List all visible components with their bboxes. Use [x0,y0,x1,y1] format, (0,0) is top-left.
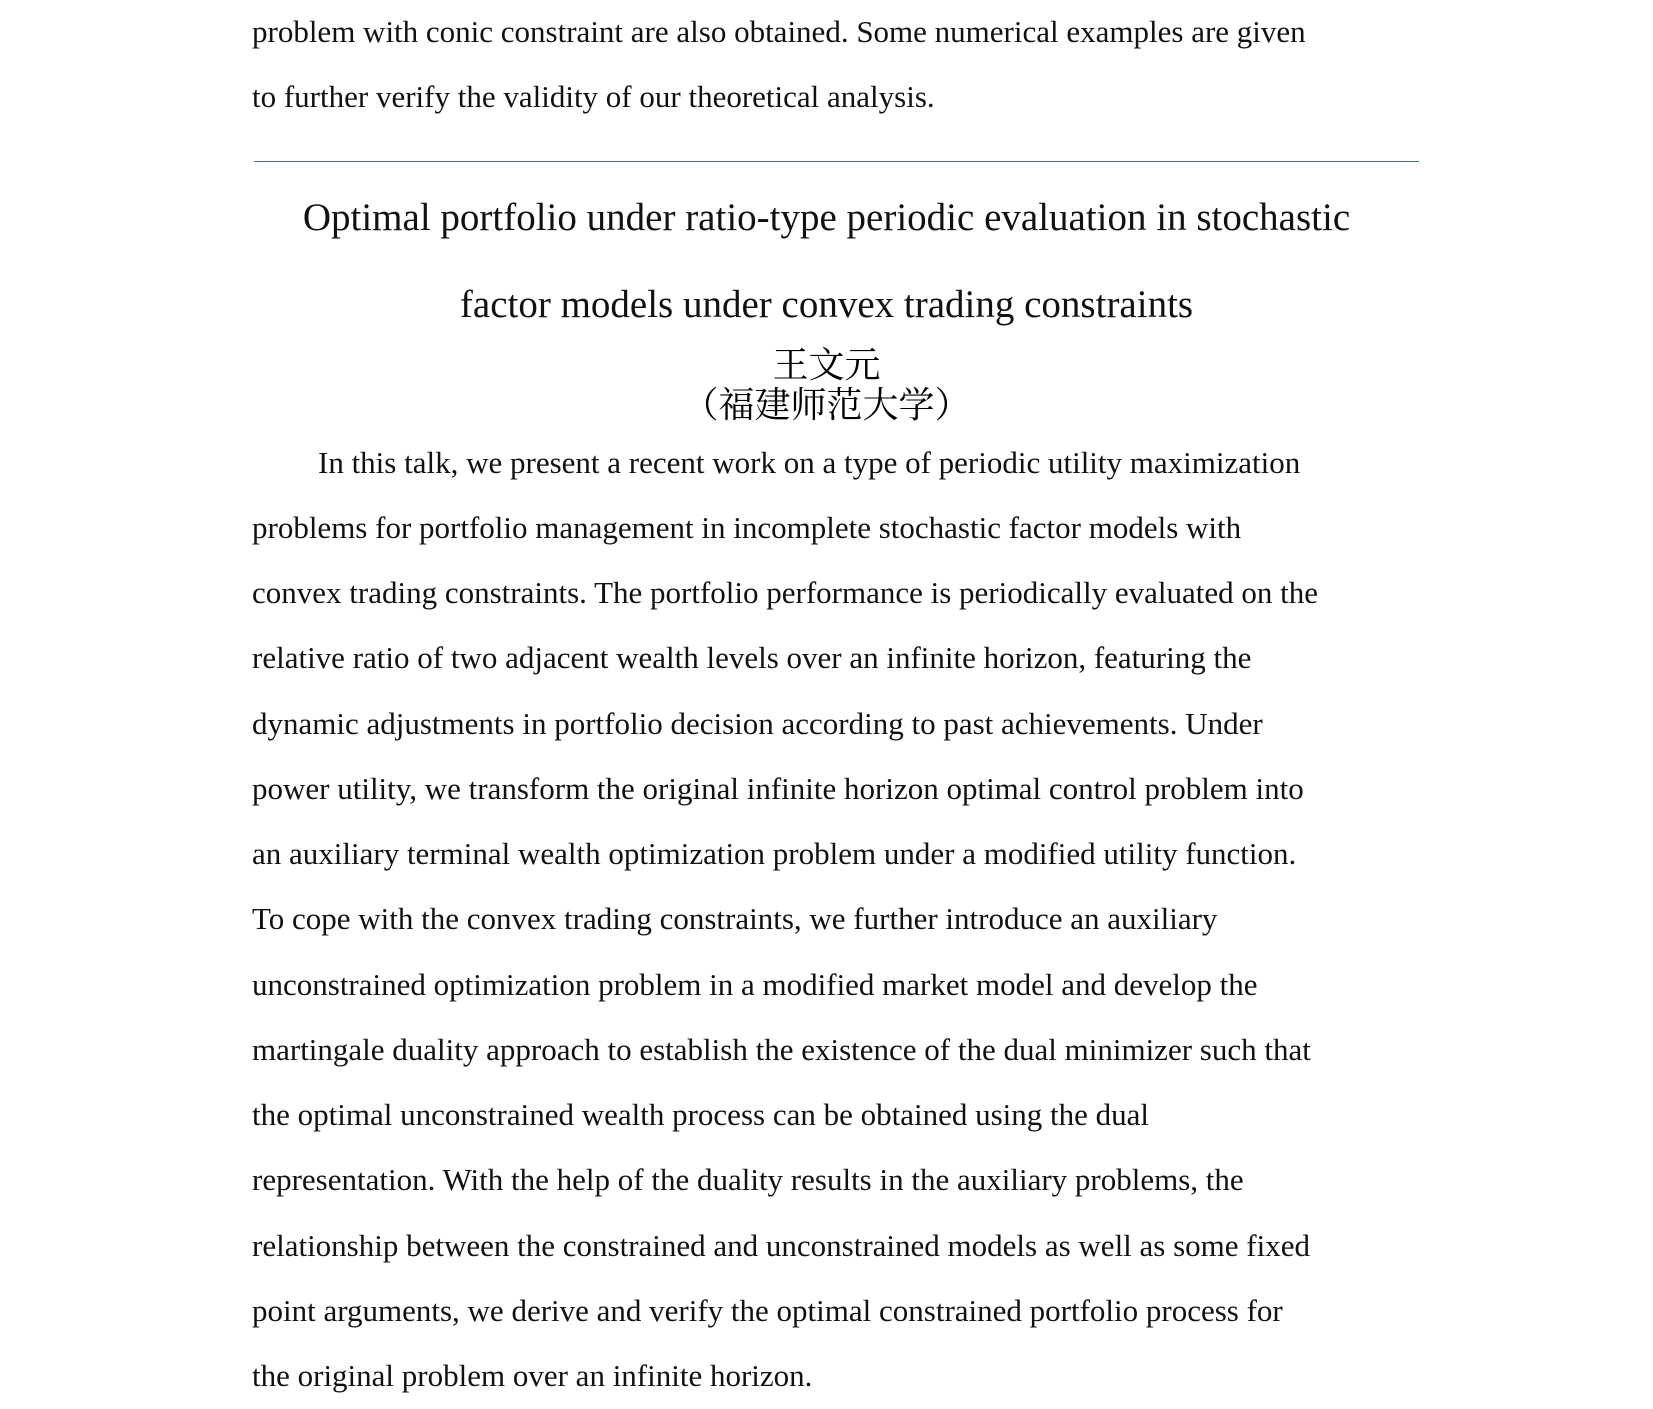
abstract-line: unconstrained optimization problem in a modified market model and develop the [252,967,1258,1002]
speaker-name: 王文元 [772,345,881,386]
abstract-line: an auxiliary terminal wealth optimization problem under a modified utility function. [252,836,1297,871]
abstract-line: martingale duality approach to establish the existence of the dual minimizer such that [252,1032,1311,1067]
abstract-line: To cope with the convex trading constraints, we further introduce an auxiliary [252,901,1218,936]
abstract-line: the original problem over an infinite horizon. [252,1358,813,1393]
abstract-line: power utility, we transform the original infinite horizon optimal control problem into [252,771,1304,806]
abstract-line: relative ratio of two adjacent wealth levels over an infinite horizon, featuring the [252,640,1252,675]
abstract-line: relationship between the constrained and unconstrained models as well as some fixed [252,1228,1310,1263]
abstract-line: convex trading constraints. The portfolio performance is periodically evaluated on the [252,575,1318,610]
abstract-line: dynamic adjustments in portfolio decision according to past achievements. Under [252,706,1263,741]
speaker-affiliation: （福建师范大学） [682,385,971,426]
section-divider [254,161,1419,162]
talk-title-line: Optimal portfolio under ratio-type periodic evaluation in stochastic [302,196,1351,239]
previous-abstract-line: problem with conic constraint are also obtained. Some numerical examples are given [252,14,1306,49]
abstract-line: representation. With the help of the duality results in the auxiliary problems, the [252,1162,1244,1197]
abstract-line: point arguments, we derive and verify the optimal constrained portfolio process for [252,1293,1283,1328]
abstract-line: problems for portfolio management in incomplete stochastic factor models with [252,510,1242,545]
abstract-line: the optimal unconstrained wealth process can be obtained using the dual [252,1097,1150,1132]
previous-abstract-line: to further verify the validity of our theoretical analysis. [252,79,935,114]
talk-title-line: factor models under convex trading constraints [459,283,1194,326]
abstract-line: In this talk, we present a recent work on a type of periodic utility maximization [318,445,1301,480]
